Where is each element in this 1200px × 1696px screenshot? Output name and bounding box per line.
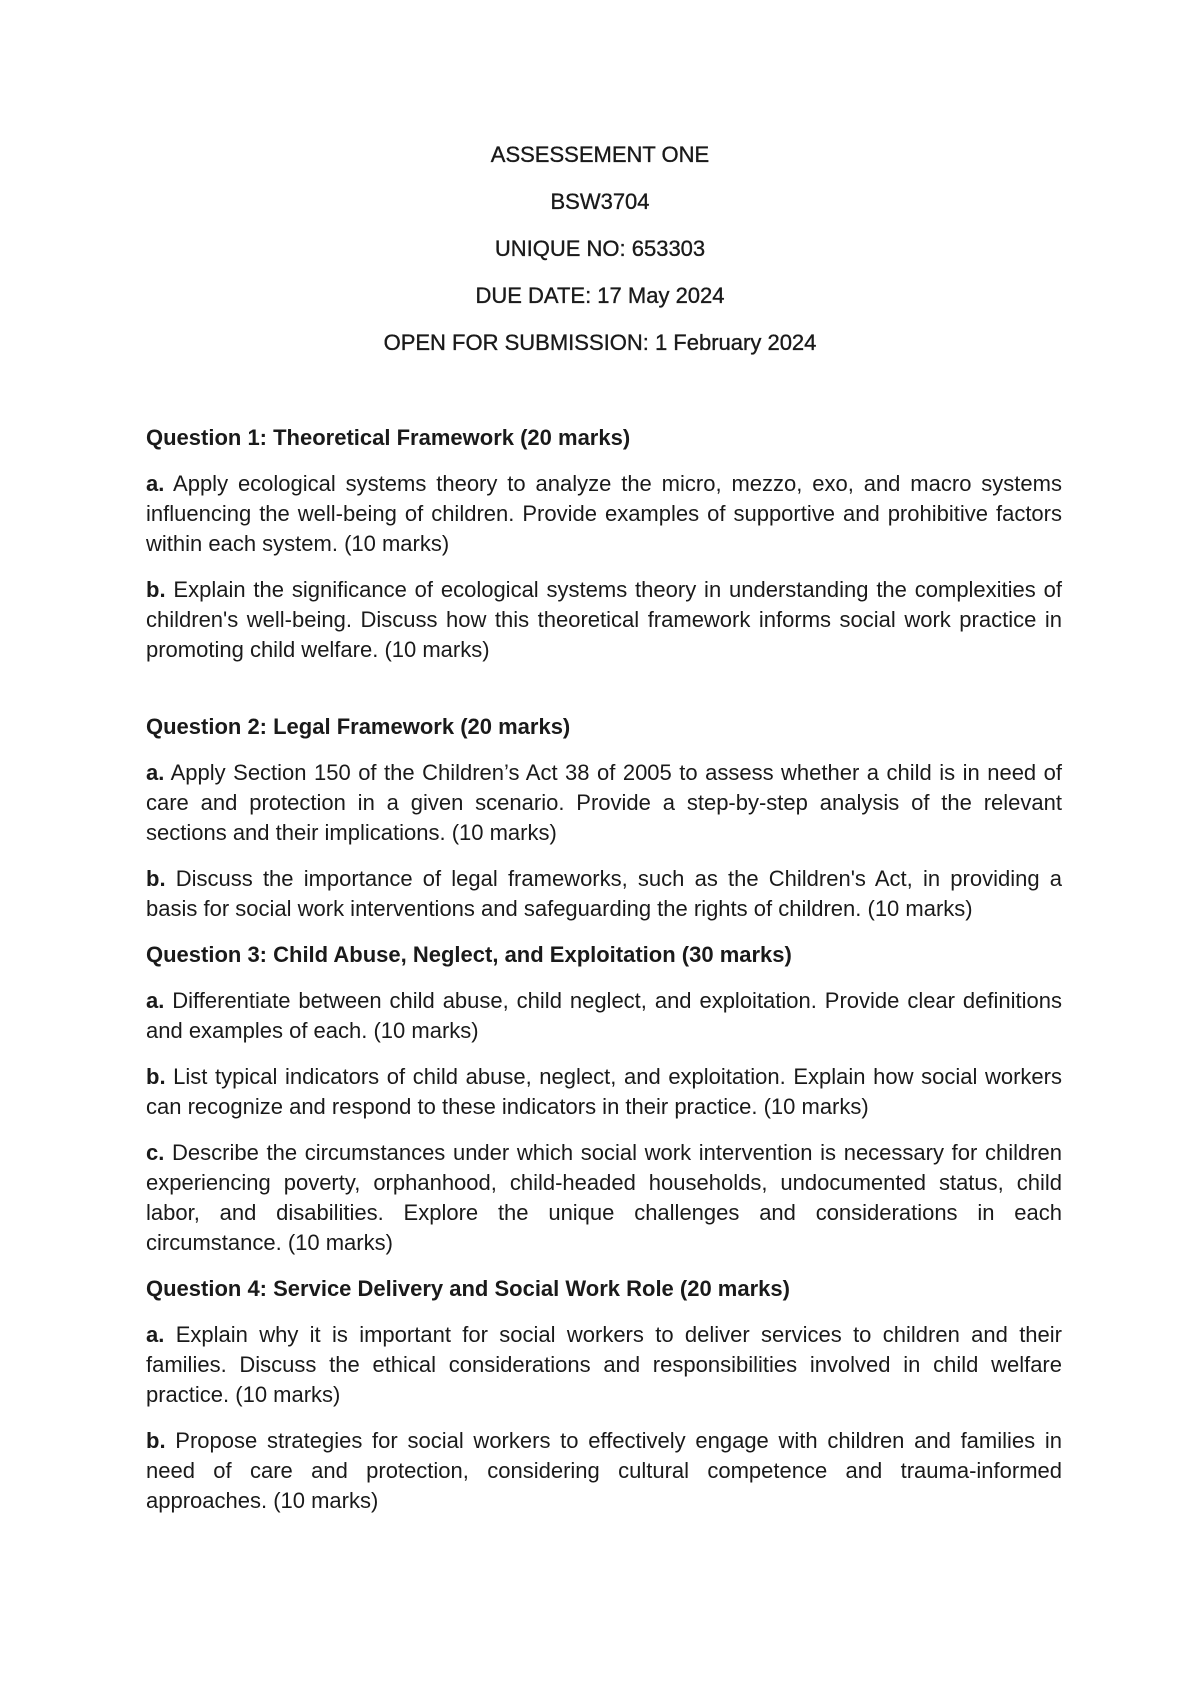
open-for-submission: OPEN FOR SUBMISSION: 1 February 2024 xyxy=(383,330,817,355)
question-heading: Question 1: Theoretical Framework (20 marks) xyxy=(146,425,631,450)
questions-section xyxy=(146,423,1062,1532)
part-letter: c. xyxy=(146,1140,165,1165)
part-letter: b. xyxy=(146,866,166,891)
part-text: Explain the significance of ecological systems theory in understanding the complexities of children's well-being. Discuss how this theoretical framework informs social work practice in promoting child welfare. (10 marks) xyxy=(146,577,1062,662)
part-text: Describe the circumstances under which social work intervention is necessary for children experiencing poverty, orphanhood, child-headed households, undocumented status, child labor, and disabilities. Explore the unique challenges and considerations in each circumstance. (10 marks) xyxy=(146,1140,1062,1255)
question-heading: Question 4: Service Delivery and Social Work Role (20 marks) xyxy=(146,1276,790,1301)
question-heading: Question 3: Child Abuse, Neglect, and Exploitation (30 marks) xyxy=(146,942,792,967)
question-4 xyxy=(146,1274,1062,1516)
question-part xyxy=(146,1062,1062,1122)
document-header xyxy=(0,143,1200,378)
question-part xyxy=(146,1426,1062,1516)
part-text: Explain why it is important for social workers to deliver services to children and their families. Discuss the ethical considerations and responsibilities involved in child welfare practice. (10 marks) xyxy=(146,1322,1062,1407)
question-part xyxy=(146,1138,1062,1258)
part-letter: b. xyxy=(146,1064,166,1089)
part-letter: b. xyxy=(146,577,166,602)
question-2 xyxy=(146,712,1062,924)
question-part xyxy=(146,469,1062,559)
assessment-title: ASSESSEMENT ONE xyxy=(490,142,710,167)
part-letter: a. xyxy=(146,471,165,496)
part-letter: a. xyxy=(146,988,165,1013)
part-text: Apply Section 150 of the Children’s Act 38 of 2005 to assess whether a child is in need of care and protection in a given scenario. Provide a step-by-step analysis of the relevant sections and their implications. (10 marks) xyxy=(146,760,1062,845)
question-3 xyxy=(146,940,1062,1258)
question-part xyxy=(146,575,1062,665)
part-text: List typical indicators of child abuse, neglect, and exploitation. Explain how social workers can recognize and respond to these indicators in their practice. (10 marks) xyxy=(146,1064,1062,1119)
part-text: Propose strategies for social workers to effectively engage with children and families in need of care and protection, considering cultural competence and trauma-informed approaches. (10 marks) xyxy=(146,1428,1062,1513)
part-letter: b. xyxy=(146,1428,166,1453)
part-letter: a. xyxy=(146,760,165,785)
part-text: Discuss the importance of legal frameworks, such as the Children's Act, in providing a basis for social work interventions and safeguarding the rights of children. (10 marks) xyxy=(146,866,1062,921)
due-date: DUE DATE: 17 May 2024 xyxy=(475,283,725,308)
part-text: Apply ecological systems theory to analyze the micro, mezzo, exo, and macro systems influencing the well-being of children. Provide examples of supportive and prohibitive factors within each system. (10 marks) xyxy=(146,471,1062,556)
question-part xyxy=(146,864,1062,924)
question-part xyxy=(146,986,1062,1046)
question-part xyxy=(146,758,1062,848)
module-code: BSW3704 xyxy=(550,189,650,214)
unique-number: UNIQUE NO: 653303 xyxy=(494,236,706,261)
part-letter: a. xyxy=(146,1322,165,1347)
question-part xyxy=(146,1320,1062,1410)
question-heading: Question 2: Legal Framework (20 marks) xyxy=(146,714,571,739)
question-1 xyxy=(146,423,1062,665)
part-text: Differentiate between child abuse, child neglect, and exploitation. Provide clear definitions and examples of each. (10 marks) xyxy=(146,988,1062,1043)
